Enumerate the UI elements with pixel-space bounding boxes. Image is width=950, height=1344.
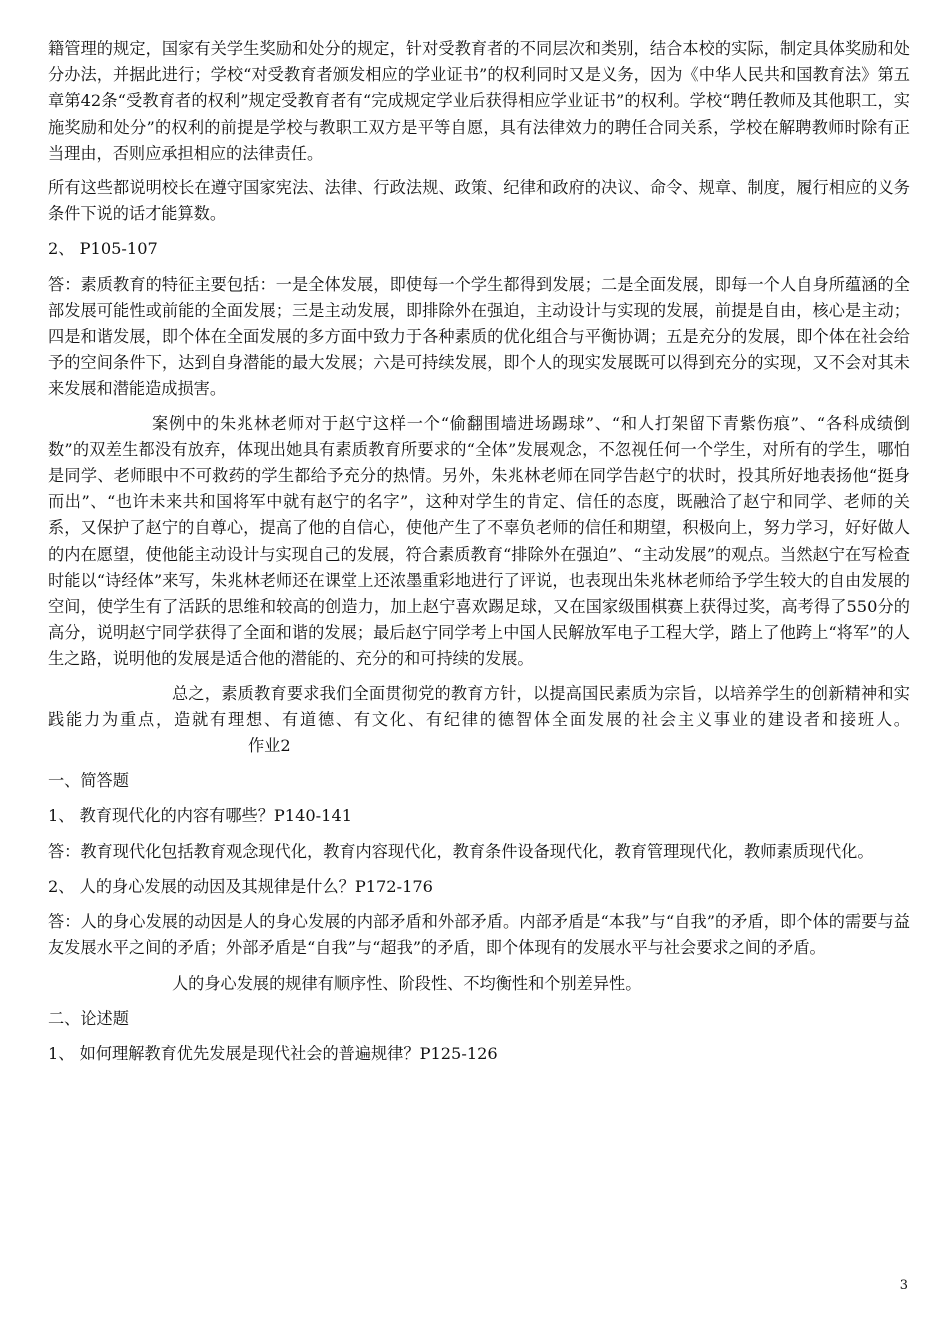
- question-1-modernization: 1、 教育现代化的内容有哪些？P140-141: [48, 806, 353, 826]
- paragraph-school-rights: 籍管理的规定，国家有关学生奖励和处分的规定，针对受教育者的不同层次和类别，结合本校的实际，制定具体奖励和处分办法，并据此进行；学校“对受教育者颁发相应的学业证书”的权利同时又是义务，因为《中华人民共和国教育法》第五章第42条“受教育者的权利”规定受教育者有“完成规定学业后获得相应学业证书”的权利。学校“聘任教师及其他职工，实施奖励和处分”的权利的前提是学校与教职工双方是平等自愿，具有法律效力的聘任合同关系，学校在解聘教师时除有正当理由，否则应承担相应的法律责任。: [48, 39, 910, 163]
- paragraph-principal-conclusion: 所有这些都说明校长在遵守国家宪法、法律、行政法规、政策、纪律和政府的决议、命令、规章、制度，履行相应的义务条件下说的话才能算数。: [48, 178, 910, 224]
- question-2-reference: 2、 P105-107: [48, 239, 158, 259]
- answer-quality-education: 答：素质教育的特征主要包括：一是全体发展，即使每一个学生都得到发展；二是全面发展，即每一个人自身所蕴涵的全部发展可能性或前能的全面发展；三是主动发展，即排除外在强迫，主动设计与实现的发展，前提是自由，核心是主动；四是和谐发展，即个体在全面发展的多方面中致力于各种素质的优化组合与平衡协调；五是充分的发展，即个体在社会给予的空间条件下，达到自身潜能的最大发展；六是可持续发展，即个人的现实发展既可以得到充分的实现，又不会对其未来发展和潜能造成损害。: [48, 274, 910, 399]
- summary-text: 总之，素质教育要求我们全面贯彻党的教育方针，以提高国民素质为宗旨，以培养学生的创新精神和实践能力为重点，造就有理想、有道德、有文化、有纪律的德智体全面发展的社会主义事业的建设者和接班人。: [48, 683, 910, 729]
- question-2-development: 2、 人的身心发展的动因及其规律是什么？P172-176: [48, 876, 433, 896]
- section-short-answer-heading: 一、简答题: [48, 771, 129, 791]
- answer-modernization: 答：教育现代化包括教育观念现代化，教育内容现代化，教育条件设备现代化，教育管理现代化，教师素质现代化。: [48, 841, 874, 861]
- paragraph-case-analysis: 案例中的朱兆林老师对于赵宁这样一个“偷翻围墙进场踢球”、“和人打架留下青紫伤痕”、“各科成绩倒数”的双差生都没有放弃，体现出她具有素质教育所要求的“全体”发展观念，不忽视任何一个学生，对所有的学生，哪怕是同学、老师眼中不可救药的学生都给予充分的热情。另外，朱兆林老师在同学告赵宁的状时，投其所好地表扬他“挺身而出”、“也许未来共和国将军中就有赵宁的名字”，这种对学生的肯定、信任的态度，既融洽了赵宁和同学、老师的关系，又保护了赵宁的自尊心，提高了他的自信心，使他产生了不辜负老师的信任和期望，积极向上，努力学习，好好做人的内在愿望，使他能主动设计与实现自己的发展，符合素质教育“排除外在强迫”、“主动发展”的观点。当然赵宁在写检查时能以“诗经体”来写，朱兆林老师还在课堂上还浓墨重彩地进行了评说，也表现出朱兆林老师给予学生较大的自由发展的空间，使学生有了活跃的思维和较高的创造力，加上赵宁喜欢踢足球，又在国家级围棋赛上获得过奖，高考得了550分的高分，说明赵宁同学获得了全面和谐的发展；最后赵宁同学考上中国人民解放军电子工程大学，踏上了他跨上“将军”的人生之路，说明他的发展是适合他的潜能的、充分的和可持续的发展。: [48, 413, 910, 669]
- answer-development-motive: 答：人的身心发展的动因是人的身心发展的内部矛盾和外部矛盾。内部矛盾是“本我”与“自我”的矛盾，即个体的需要与益友发展水平之间的矛盾；外部矛盾是“自我”与“超我”的矛盾，即个体现有的发展水平与社会要求之间的矛盾。: [48, 912, 910, 958]
- question-1-priority: 1、 如何理解教育优先发展是现代社会的普遍规律？P125-126: [48, 1043, 498, 1063]
- answer-development-laws: 人的身心发展的规律有顺序性、阶段性、不均衡性和个别差异性。: [172, 973, 642, 993]
- page-number: 3: [899, 1278, 908, 1293]
- homework-2-heading: 作业2: [248, 736, 291, 756]
- paragraph-summary: [48, 681, 910, 760]
- section-essay-heading: 二、论述题: [48, 1008, 129, 1028]
- document-page: [48, 36, 910, 1067]
